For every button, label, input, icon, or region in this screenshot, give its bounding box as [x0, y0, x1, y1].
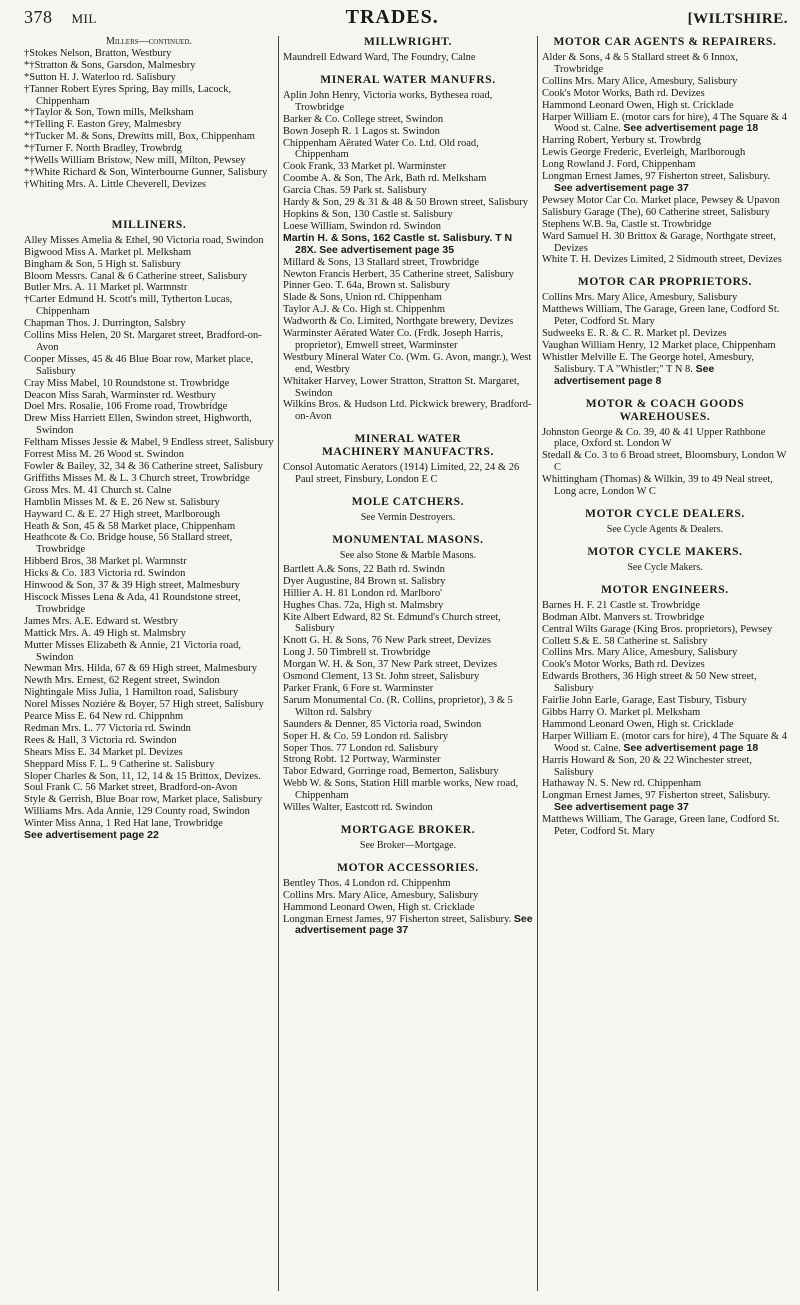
directory-entry: *†Stratton & Sons, Garsdon, Malmesbry [24, 59, 196, 71]
engineers-list-a [542, 600, 788, 731]
directory-entry: Long Rowland J. Ford, Chippenham [541, 159, 696, 171]
directory-entry: Westbury Mineral Water Co. (Wm. G. Avon, mangr.), West end, Westbry [282, 351, 532, 375]
directory-entry: Lewis George Frederic, Everleigh, Marlborough [541, 147, 746, 159]
engineers-list-c [542, 814, 788, 838]
columns [24, 36, 788, 1291]
directory-entry: Long J. 50 Timbrell st. Trowbridge [282, 647, 431, 659]
directory-entry: Deacon Miss Sarah, Warminster rd. Westbury [24, 389, 216, 401]
directory-entry: Stephens W.B. 9a, Castle st. Trowbridge [541, 218, 712, 230]
directory-entry: Hibberd Bros, 38 Market pl. Warmnstr [24, 556, 187, 568]
longman-entry: Longman Ernest James, 97 Fisherton street, Salisbury. See advertisement page 37 [541, 790, 771, 814]
directory-entry: Bartlett A.& Sons, 22 Bath rd. Swindn [282, 563, 445, 575]
directory-entry: Whitaker Harvey, Lower Stratton, Stratton St. Margaret, Swindon [282, 375, 520, 399]
directory-entry: Cray Miss Mabel, 10 Roundstone st. Trowbridge [24, 377, 230, 389]
agents-heading: MOTOR CAR AGENTS & REPAIRERS. [553, 36, 777, 48]
directory-entry: Cook's Motor Works, Bath rd. Devizes [541, 659, 705, 671]
column-2 [278, 36, 537, 1291]
engineers-heading: MOTOR ENGINEERS. [601, 583, 729, 596]
directory-entry: Hammond Leonard Owen, High st. Cricklade [541, 718, 734, 730]
directory-entry: Fowler & Bailey, 32, 34 & 36 Catherine street, Salisbury [24, 461, 264, 472]
directory-entry: Winter Miss Anna, 1 Red Hat lane, Trowbridge [24, 818, 223, 830]
directory-entry: Salisbury Garage (The), 60 Catherine street, Salisbury [541, 206, 770, 218]
directory-entry: Vaughan William Henry, 12 Market place, Chippenham [541, 339, 776, 351]
cycle-dealers-note: See Cycle Agents & Dealers. [606, 524, 724, 535]
monumental-heading: MONUMENTAL MASONS. [332, 534, 484, 546]
directory-entry: Pewsey Motor Car Co. Market place, Pewsey & Upavon [541, 194, 780, 206]
directory-entry: Bodman Albt. Manvers st. Trowbridge [541, 611, 705, 623]
directory-entry: Bown Joseph R. 1 Lagos st. Swindon [282, 125, 440, 137]
directory-entry: Edwards Brothers, 36 High street & 50 New street, Salisbury [541, 671, 757, 695]
whistler-entry: Whistler Melville E. The George hotel, Amesbury, Salisbury. T A "Whistler;" T N 8. See advertisement page 8 [541, 351, 755, 387]
directory-entry: Hathaway N. S. New rd. Chippenham [541, 778, 702, 790]
directory-entry: Ward Samuel H. 30 Brittox & Garage, Northgate street, Devizes [541, 230, 776, 254]
harper-entry: Harper William E. (motor cars for hire), 4 The Square & 4 Wood st. Calne. See advertisement page 18 [541, 730, 787, 754]
engineers-list-b [542, 755, 788, 791]
directory-entry: Hinwood & Son, 37 & 39 High street, Malmesbury [24, 580, 240, 592]
directory-entry: Newth Mrs. Ernest, 62 Regent street, Swindon [24, 675, 220, 687]
directory-entry: Soper Thos. 77 London rd. Salisbury [282, 742, 439, 754]
directory-entry: Harring Robert, Yerbury st. Trowbrdg [541, 135, 701, 147]
directory-entry: Barnes H. F. 21 Castle st. Trowbridge [541, 599, 701, 611]
directory-entry: Williams Mrs. Ada Annie, 129 County road, Swindon [24, 806, 250, 818]
directory-entry: Hiscock Misses Lena & Ada, 41 Roundstone street, Trowbridge [24, 591, 241, 615]
directory-entry: Collins Mrs. Mary Alice, Amesbury, Salisbury [541, 75, 738, 87]
directory-entry: Cook's Motor Works, Bath rd. Devizes [541, 87, 705, 99]
directory-entry: Barker & Co. College street, Swindon [282, 113, 444, 125]
accessories-list [283, 878, 533, 914]
directory-entry: *†White Richard & Son, Winterbourne Gunner, Salisbury [24, 166, 268, 178]
directory-entry: Coombe A. & Son, The Ark, Bath rd. Melksham [282, 173, 487, 185]
directory-entry: Stedall & Co. 3 to 6 Broad street, Bloomsbury, London W C [541, 450, 787, 474]
cycle-makers-heading: MOTOR CYCLE MAKERS. [587, 545, 743, 558]
directory-entry: Shears Miss E. 34 Market pl. Devizes [24, 746, 183, 758]
directory-entry: Hammond Leonard Owen, High st. Cricklade [541, 99, 734, 111]
directory-entry: Knott G. H. & Sons, 76 New Park street, Devizes [282, 635, 491, 647]
longman-entry: Longman Ernest James, 97 Fisherton street, Salisbury. See advertisement page 37 [282, 912, 533, 937]
directory-entry: Sloper Charles & Son, 11, 12, 14 & 15 Brittox, Devizes. [24, 770, 261, 782]
directory-entry: Style & Gerrish, Blue Boar row, Market place, Salisbury [24, 794, 263, 806]
directory-entry: *†Wells William Bristow, New mill, Milton, Pewsey [24, 155, 246, 167]
directory-entry: Newman Mrs. Hilda, 67 & 69 High street, Malmesbury [24, 663, 258, 675]
directory-entry: Hardy & Son, 29 & 31 & 48 & 50 Brown street, Salisbury [282, 197, 528, 209]
column-1 [24, 36, 278, 1291]
directory-entry: *†Telling F. Easton Grey, Malmesbry [24, 119, 182, 131]
directory-entry: Hammond Leonard Owen, High st. Cricklade [282, 901, 475, 913]
directory-entry: Tabor Edward, Gorringe road, Bemerton, Salisbury [282, 766, 499, 778]
directory-entry: Parker Frank, 6 Fore st. Warminster [282, 682, 434, 694]
directory-entry: Collett S.& E. 58 Catherine st. Salisbry [541, 635, 708, 647]
proprietors-heading: MOTOR CAR PROPRIETORS. [577, 276, 753, 289]
column-3 [537, 36, 788, 1291]
directory-entry: Bigwood Miss A. Market pl. Melksham [24, 246, 192, 258]
directory-entry: Mattick Mrs. A. 49 High st. Malmsbry [24, 627, 186, 639]
directory-entry: †Stokes Nelson, Bratton, Westbury [24, 47, 172, 59]
directory-entry: Saunders & Denner, 85 Victoria road, Swindon [282, 718, 482, 730]
page-number: 378 [24, 7, 53, 27]
directory-entry: Johnston George & Co. 39, 40 & 41 Upper Rathbone place, Oxford st. London W [541, 426, 766, 450]
directory-entry: Whittingham (Thomas) & Wilkin, 39 to 49 Neal street, Long acre, London W C [541, 474, 773, 498]
directory-entry: Matthews William, The Garage, Green lane, Codford St. Peter, Codford St. Mary [541, 304, 780, 328]
directory-entry: Chippenham Aërated Water Co. Ltd. Old road, Chippenham [282, 137, 479, 161]
page-title: TRADES. [345, 6, 439, 28]
directory-entry: Forrest Miss M. 26 Wood st. Swindon [24, 449, 184, 461]
agents-list-c [542, 195, 788, 266]
mineral-list-b [283, 257, 533, 424]
directory-entry: Soper H. & Co. 59 London rd. Salisbry [282, 730, 449, 742]
mole-note: See Vermin Destroyers. [360, 512, 456, 524]
directory-entry: Hopkins & Son, 130 Castle st. Salisbury [282, 208, 453, 220]
directory-entry: Kite Albert Edward, 82 St. Edmund's Church street, Salisbury [282, 611, 501, 635]
mineral-heading: MINERAL WATER MANUFRS. [320, 73, 496, 86]
mole-heading: MOLE CATCHERS. [351, 496, 465, 509]
directory-entry: Collins Miss Helen, 20 St. Margaret street, Bradford-on-Avon [24, 330, 262, 353]
directory-entry: Newton Francis Herbert, 35 Catherine street, Salisbury [282, 268, 514, 280]
cycle-makers-note: See Cycle Makers. [627, 561, 703, 573]
directory-entry: †Whiting Mrs. A. Little Cheverell, Devizes [24, 178, 206, 190]
directory-entry: Fairlie John Earle, Garage, East Tisbury, Tisbury [541, 695, 747, 707]
directory-entry: Griffiths Misses M. & L. 3 Church street, Trowbridge [24, 472, 250, 484]
directory-entry: Loese William, Swindon rd. Swindon [282, 220, 442, 232]
directory-entry: Millard & Sons, 13 Stallard street, Trowbridge [282, 256, 479, 268]
directory-entry: Slade & Sons, Union rd. Chippenham [282, 292, 442, 304]
directory-entry: *†Turner F. North Bradley, Trowbrdg [24, 143, 182, 155]
page-header [24, 6, 788, 36]
directory-entry: Hughes Chas. 72a, High st. Malmsbry [282, 599, 444, 611]
directory-entry: Chapman Thos. J. Durrington, Salsbry [24, 318, 186, 330]
millers-list [24, 48, 274, 191]
directory-entry: Nightingale Miss Julia, 1 Hamilton road, Salisbury [24, 687, 239, 699]
directory-entry: Collins Mrs. Mary Alice, Amesbury, Salisbury [282, 889, 479, 901]
harper-entry: Harper William E. (motor cars for hire), 4 The Square & 4 Wood st. Calne. See advertisement page 18 [541, 111, 787, 135]
longman-entry: Longman Ernest James, 97 Fisherton street, Salisbury. See advertisement page 37 [541, 171, 771, 194]
directory-entry: James Mrs. A.E. Edward st. Westbry [24, 615, 178, 627]
directory-entry: Cook Frank, 33 Market pl. Warminster [282, 161, 447, 173]
directory-entry: Collins Mrs. Mary Alice, Amesbury, Salisbury [541, 647, 738, 659]
directory-entry: Willes Walter, Eastcott rd. Swindon [282, 802, 433, 814]
directory-entry: Rees & Hall, 3 Victoria rd. Swindon [24, 734, 177, 746]
directory-entry: Maundrell Edward Ward, The Foundry, Calne [282, 52, 476, 63]
directory-entry: Pearce Miss E. 64 New rd. Chippnhm [24, 711, 184, 723]
directory-entry: Hayward C. & E. 27 High street, Marlborough [24, 508, 220, 520]
directory-entry: Strong Robt. 12 Portway, Warminster [282, 754, 441, 766]
directory-entry: Hamblin Misses M. & E. 26 New st. Salisbury [24, 496, 220, 508]
directory-entry: Norel Misses Noziére & Boyer, 57 High street, Salisbury [24, 699, 264, 711]
martin-entry: Martin H. & Sons, 162 Castle st. Salisbury. T N 28X. See advertisement page 35 [282, 231, 513, 256]
mortgage-heading: MORTGAGE BROKER. [340, 823, 476, 836]
milliners-heading: MILLINERS. [111, 218, 187, 231]
directory-entry: Taylor A.J. & Co. High st. Chippenhm [282, 304, 446, 316]
directory-entry: White T. H. Devizes Limited, 2 Sidmouth street, Devizes [541, 254, 782, 266]
machinery-heading: MINERAL WATER MACHINERY MANUFACTRS. [322, 433, 494, 459]
directory-entry: †Carter Edmund H. Scott's mill, Tytherton Lucas, Chippenham [24, 294, 233, 318]
directory-entry: Garcia Chas. 59 Park st. Salisbury [282, 185, 427, 197]
millwright-list [283, 52, 533, 64]
county-label: [WILTSHIRE. [687, 11, 788, 27]
directory-entry: Wadworth & Co. Limited, Northgate brewery, Devizes [282, 316, 514, 328]
milliners-list [24, 235, 274, 830]
directory-entry: Hicks & Co. 183 Victoria rd. Swindon [24, 568, 186, 580]
directory-entry: Pinner Geo. T. 64a, Brown st. Salisbury [282, 280, 450, 292]
millers-continued: Millers—continued. [106, 36, 192, 47]
agents-list-a [542, 52, 788, 112]
directory-entry: Gibbs Harry O. Market pl. Melksham [541, 706, 701, 718]
proprietors-list [542, 292, 788, 352]
directory-entry: Sheppard Miss F. L. 9 Catherine st. Salisbury [24, 758, 215, 770]
directory-entry: Dyer Augustine, 84 Brown st. Salisbry [282, 575, 446, 587]
directory-entry: Warminster Aërated Water Co. (Frdk. Joseph Harris, proprietor), Emwell street, Warminster [282, 328, 504, 351]
sloper-advert: See advertisement page 22 [24, 829, 159, 842]
directory-entry: Redman Mrs. L. 77 Victoria rd. Swindn [24, 722, 191, 734]
directory-entry: Feltham Misses Jessie & Mabel, 9 Endless street, Salisbury [24, 437, 274, 449]
directory-entry: Webb W. & Sons, Station Hill marble works, New road, Chippenham [282, 778, 519, 802]
directory-entry: *†Tucker M. & Sons, Drewitts mill, Box, Chippenham [24, 131, 255, 143]
directory-entry: Heathcote & Co. Bridge house, 56 Stallard street, Trowbridge [24, 532, 233, 556]
millwright-heading: MILLWRIGHT. [363, 36, 453, 48]
machinery-list [283, 462, 533, 486]
directory-entry: Matthews William, The Garage, Green lane, Codford St. Peter, Codford St. Mary [541, 814, 780, 838]
directory-entry: Central Wilts Garage (King Bros. proprietors), Pewsey [541, 623, 773, 635]
warehouses-list [542, 427, 788, 498]
directory-entry: Bingham & Son, 5 High st. Salisbury [24, 258, 181, 270]
directory-entry: Heath & Son, 45 & 58 Market place, Chippenham [24, 520, 236, 532]
directory-entry: *†Taylor & Son, Town mills, Melksham [24, 107, 194, 119]
cycle-dealers-heading: MOTOR CYCLE DEALERS. [585, 508, 745, 520]
directory-entry: Alder & Sons, 4 & 5 Stallard street & 6 Innox, Trowbridge [541, 52, 738, 75]
directory-entry: Collins Mrs. Mary Alice, Amesbury, Salisbury [541, 292, 738, 304]
directory-entry: Alley Misses Amelia & Ethel, 90 Victoria road, Swindon [24, 234, 264, 246]
accessories-heading: MOTOR ACCESSORIES. [337, 861, 479, 874]
directory-entry: Drew Miss Harriett Ellen, Swindon street, Highworth, Swindon [24, 413, 252, 437]
directory-entry: Gross Mrs. M. 41 Church st. Calne [24, 484, 172, 496]
directory-entry: Bentley Thos. 4 London rd. Chippenhm [282, 877, 451, 889]
directory-entry: †Tanner Robert Eyres Spring, Bay mills, Lacock, Chippenham [24, 83, 232, 107]
monumental-note: See also Stone & Marble Masons. [339, 550, 477, 561]
warehouses-heading: MOTOR & COACH GOODS WAREHOUSES. [585, 397, 745, 423]
running-keyword: MIL [71, 11, 97, 26]
directory-entry: Cooper Misses, 45 & 46 Blue Boar row, Market place, Salisbury [24, 353, 254, 377]
directory-entry: Butler Mrs. A. 11 Market pl. Warmnstr [24, 282, 188, 294]
directory-entry: Hillier A. H. 81 London rd. Marlboro' [282, 587, 443, 599]
directory-entry: Mutter Misses Elizabeth & Annie, 21 Victoria road, Swindon [24, 639, 242, 663]
directory-entry: Harris Howard & Son, 20 & 22 Winchester street, Salisbury [541, 754, 752, 778]
mineral-list [283, 90, 533, 233]
directory-entry: Osmond Clement, 13 St. John street, Salisbury [282, 671, 480, 683]
directory-entry: Soul Frank C. 56 Market street, Bradford-on-Avon [24, 782, 238, 794]
directory-entry: Morgan W. H. & Son, 37 New Park street, Devizes [282, 659, 498, 671]
directory-entry: Consol Automatic Aerators (1914) Limited, 22, 24 & 26 Paul street, Finsbury, London E C [282, 462, 520, 486]
directory-entry: Sudweeks E. R. & C. R. Market pl. Devizes [541, 328, 727, 340]
directory-entry: Bloom Messrs. Canal & 6 Catherine street, Salisbury [24, 270, 248, 282]
directory-entry: Doel Mrs. Rosalie, 106 Frome road, Trowbridge [24, 401, 228, 413]
directory-entry: *Sutton H. J. Waterloo rd. Salisbury [24, 71, 176, 83]
monumental-list [283, 564, 533, 814]
agents-list-b [542, 135, 788, 171]
directory-entry: Aplin John Henry, Victoria works, Bythesea road, Trowbridge [282, 89, 493, 113]
directory-entry: Sarum Monumental Co. (R. Collins, proprietor), 3 & 5 Wilton rd. Salsbry [282, 694, 513, 718]
mortgage-note: See Broker—Mortgage. [359, 839, 457, 851]
directory-entry: Wilkins Bros. & Hudson Ltd. Pickwick brewery, Bradford-on-Avon [282, 399, 532, 423]
